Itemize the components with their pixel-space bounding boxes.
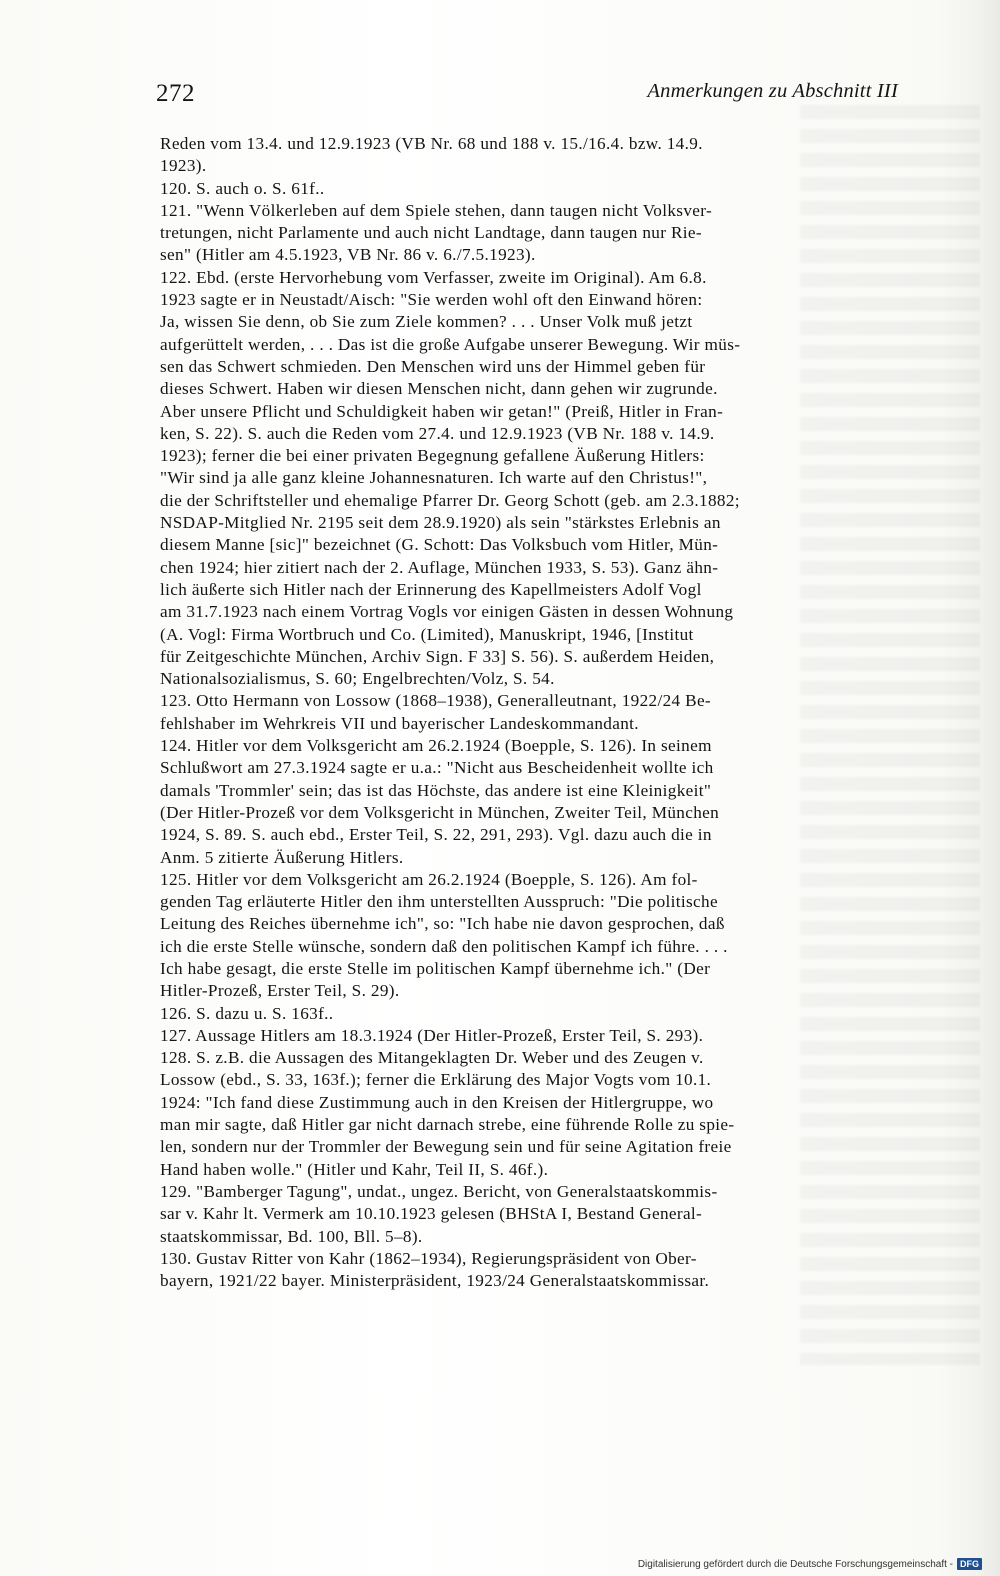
text-line: 124. Hitler vor dem Volksgericht am 26.2.1924 (Boepple, S. 126). In seinem xyxy=(160,736,712,756)
text-line: 122. Ebd. (erste Hervorhebung vom Verfasser, zweite im Original). Am 6.8. xyxy=(160,267,707,287)
text-line: genden Tag erläuterte Hitler den ihm unterstellten Ausspruch: "Die politische xyxy=(160,892,718,912)
text-line: (A. Vogl: Firma Wortbruch und Co. (Limited), Manuskript, 1946, [Institut xyxy=(160,624,694,644)
text-line: sen das Schwert schmieden. Den Menschen wird uns der Himmel geben für xyxy=(160,356,706,376)
text-line: ken, S. 22). S. auch die Reden vom 27.4. und 12.9.1923 (VB Nr. 188 v. 14.9. xyxy=(160,423,715,443)
text-line: 121. "Wenn Völkerleben auf dem Spiele stehen, dann taugen nicht Volksver- xyxy=(160,200,713,220)
text-line: Reden vom 13.4. und 12.9.1923 (VB Nr. 68 und 188 v. 15./16.4. bzw. 14.9. xyxy=(160,134,703,153)
text-line: Hand haben wolle." (Hitler und Kahr, Teil II, S. 46f.). xyxy=(160,1159,549,1179)
text-line: aufgerüttelt werden, . . . Das ist die große Aufgabe unserer Bewegung. Wir müs- xyxy=(160,334,741,354)
text-line: (Der Hitler-Prozeß vor dem Volksgericht in München, Zweiter Teil, München xyxy=(160,802,720,822)
text-line: 128. S. z.B. die Aussagen des Mitangeklagten Dr. Weber und des Zeugen v. xyxy=(160,1048,704,1068)
text-line: am 31.7.1923 nach einem Vortrag Vogls vor einigen Gästen in dessen Wohnung xyxy=(160,602,734,622)
text-line: dieses Schwert. Haben wir diesen Menschen nicht, dann gehen wir zugrunde. xyxy=(160,379,718,399)
text-line: Nationalsozialismus, S. 60; Engelbrechten/Volz, S. 54. xyxy=(160,669,555,689)
text-line: bayern, 1921/22 bayer. Ministerpräsident, 1923/24 Generalstaatskommissar. xyxy=(160,1271,710,1291)
text-line: Ja, wissen Sie denn, ob Sie zum Ziele kommen? . . . Unser Volk muß jetzt xyxy=(160,312,693,332)
funding-notice: Digitalisierung gefördert durch die Deutsche Forschungsgemeinschaft - xyxy=(637,1558,953,1570)
text-line: damals 'Trommler' sein; das ist das Höchste, das andere ist eine Kleinigkeit" xyxy=(160,780,712,800)
text-line: 1924: "Ich fand diese Zustimmung auch in den Kreisen der Hitlergruppe, wo xyxy=(160,1092,714,1112)
text-line: Schlußwort am 27.3.1924 sagte er u.a.: "Nicht aus Bescheidenheit wollte ich xyxy=(160,758,714,778)
text-line: 125. Hitler vor dem Volksgericht am 26.2.1924 (Boepple, S. 126). Am fol- xyxy=(160,869,698,889)
text-line: Lossow (ebd., S. 33, 163f.); ferner die Erklärung des Major Vogts vom 10.1. xyxy=(160,1070,712,1090)
text-line: 127. Aussage Hitlers am 18.3.1924 (Der Hitler-Prozeß, Erster Teil, S. 293). xyxy=(160,1025,704,1045)
text-line: sar v. Kahr lt. Vermerk am 10.10.1923 gelesen (BHStA I, Bestand General- xyxy=(160,1204,703,1224)
text-line: lich äußerte sich Hitler nach der Erinnerung des Kapellmeisters Adolf Vogl xyxy=(160,579,702,599)
text-line: diesem Manne [sic]" bezeichnet (G. Schott: Das Volksbuch vom Hitler, Mün- xyxy=(160,535,719,555)
text-line: 1923); ferner die bei einer privaten Begegnung gefallene Äußerung Hitlers: xyxy=(160,446,705,466)
text-line: 130. Gustav Ritter von Kahr (1862–1934), Regierungspräsident von Ober- xyxy=(160,1248,697,1268)
text-line: sen" (Hitler am 4.5.1923, VB Nr. 86 v. 6./7.5.1923). xyxy=(160,245,536,265)
text-line: Ich habe gesagt, die erste Stelle im politischen Kampf übernehme ich." (Der xyxy=(160,958,711,978)
text-line: 126. S. dazu u. S. 163f.. xyxy=(160,1003,334,1023)
text-line: chen 1924; hier zitiert nach der 2. Auflage, München 1933, S. 53). Ganz ähn- xyxy=(160,557,719,577)
text-line: staatskommissar, Bd. 100, Bll. 5–8). xyxy=(160,1226,423,1246)
text-line: Leitung des Reiches übernehme ich", so: "Ich habe nie davon gesprochen, daß xyxy=(160,914,725,934)
dfg-logo: DFG xyxy=(957,1558,982,1570)
text-line: fehlshaber im Wehrkreis VII und bayerischer Landeskommandant. xyxy=(160,713,639,733)
text-line: NSDAP-Mitglied Nr. 2195 seit dem 28.9.1920) als sein "stärkstes Erlebnis an xyxy=(160,513,721,533)
text-line: 1923). xyxy=(160,156,207,176)
running-head: Anmerkungen zu Abschnitt III xyxy=(647,80,898,102)
text-line: Aber unsere Pflicht und Schuldigkeit haben wir getan!" (Preiß, Hitler in Fran- xyxy=(160,401,724,421)
text-line: 1924, S. 89. S. auch ebd., Erster Teil, S. 22, 291, 293). Vgl. dazu auch die in xyxy=(160,825,712,845)
text-line: 1923 sagte er in Neustadt/Aisch: "Sie werden wohl oft den Einwand hören: xyxy=(160,290,703,310)
text-line: 120. S. auch o. S. 61f.. xyxy=(160,178,325,198)
text-line: 123. Otto Hermann von Lossow (1868–1938), Generalleutnant, 1922/24 Be- xyxy=(160,691,712,711)
digitization-footer xyxy=(638,1558,982,1570)
text-line: tretungen, nicht Parlamente und auch nicht Landtage, dann taugen nur Rie- xyxy=(160,223,702,243)
text-line: "Wir sind ja alle ganz kleine Johannesnaturen. Ich warte auf den Christus!", xyxy=(160,468,708,488)
page-number: 272 xyxy=(156,80,195,107)
text-line: die der Schriftsteller und ehemalige Pfarrer Dr. Georg Schott (geb. am 2.3.1882; xyxy=(160,490,740,510)
text-line: ich die erste Stelle wünsche, sondern daß den politischen Kampf ich führe. . . . xyxy=(160,936,728,956)
footnote-text-block xyxy=(160,133,900,1292)
text-line: Anm. 5 zitierte Äußerung Hitlers. xyxy=(160,847,404,867)
text-line: für Zeitgeschichte München, Archiv Sign. F 33] S. 56). S. außerdem Heiden, xyxy=(160,646,715,666)
text-line: len, sondern nur der Trommler der Bewegung sein und für seine Agitation freie xyxy=(160,1137,732,1157)
text-line: Hitler-Prozeß, Erster Teil, S. 29). xyxy=(160,981,400,1001)
text-line: man mir sagte, daß Hitler gar nicht darnach strebe, eine führende Rolle zu spie- xyxy=(160,1115,735,1135)
text-line: 129. "Bamberger Tagung", undat., ungez. Bericht, von Generalstaatskommis- xyxy=(160,1181,718,1201)
